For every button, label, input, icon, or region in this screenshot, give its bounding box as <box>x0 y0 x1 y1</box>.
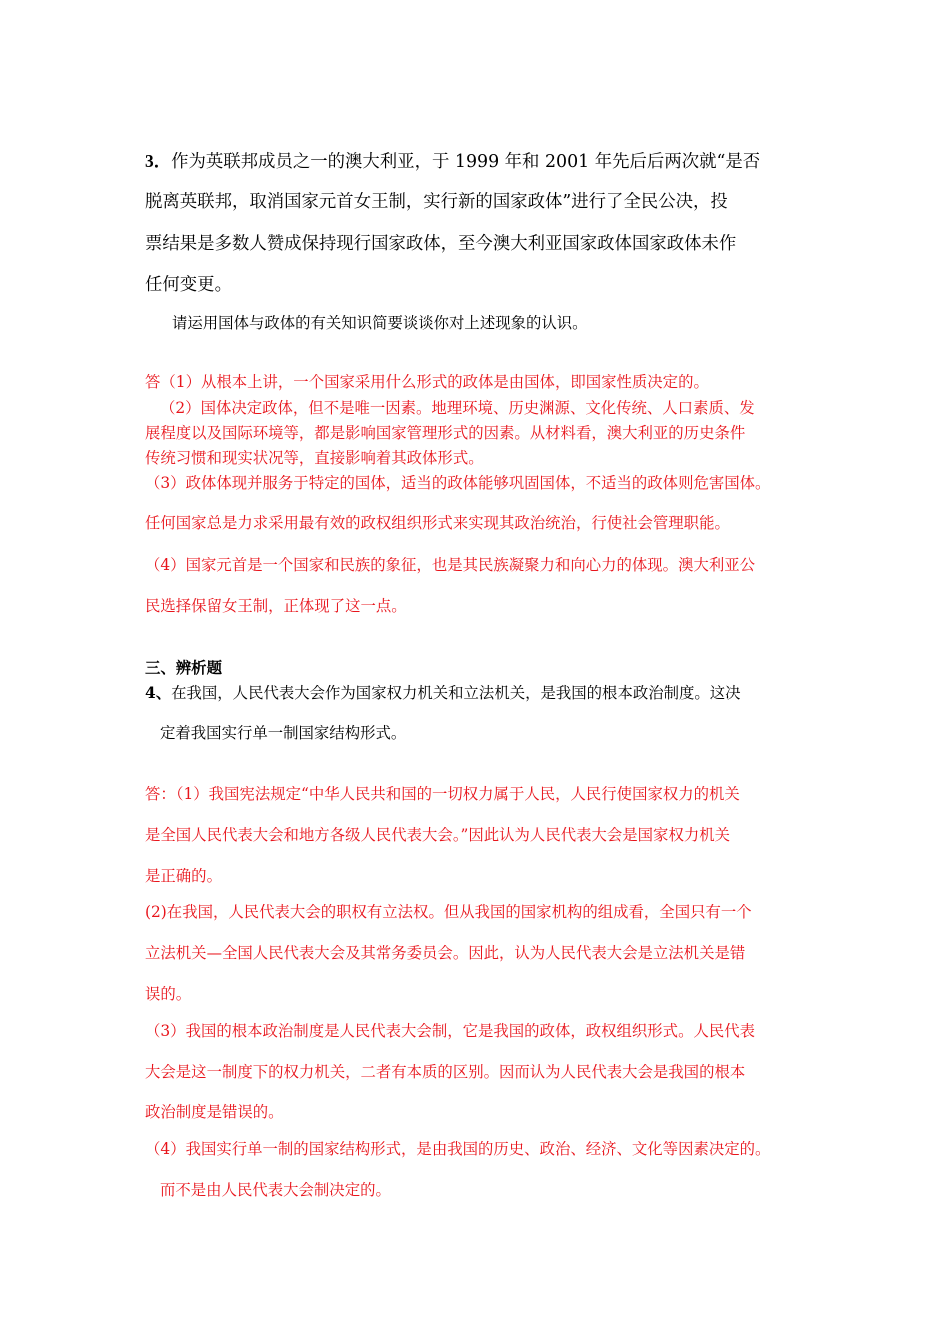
question-4-number: 4、 <box>145 684 172 702</box>
answer-4-line-4: (2)在我国，人民代表大会的职权有立法权。但从我国的国家机构的组成看，全国只有一个 <box>145 903 752 921</box>
question-3-line-2: 脱离英联邦，取消国家元首女王制，实行新的国家政体”进行了全民公决，投 <box>145 192 728 212</box>
answer-3-line-6: 任何国家总是力求采用最有效的政权组织形式来实现其政治统治，行使社会管理职能。 <box>145 514 730 532</box>
question-3-line-4: 任何变更。 <box>145 275 232 295</box>
answer-3-line-4: 传统习惯和现实状况等，直接影响着其政体形式。 <box>145 449 484 467</box>
answer-4-line-5: 立法机关—全国人民代表大会及其常务委员会。因此，认为人民代表大会是立法机关是错 <box>145 944 746 962</box>
question-4-text: 在我国，人民代表大会作为国家权力机关和立法机关，是我国的根本政治制度。这决 <box>171 684 741 702</box>
question-4-line-2: 定着我国实行单一制国家结构形式。 <box>160 724 407 742</box>
question-3-line-3: 票结果是多数人赞成保持现行国家政体，至今澳大利亚国家政体国家政体未作 <box>145 234 737 254</box>
question-4-line-1 <box>145 686 741 701</box>
question-3-prompt: 请运用国体与政体的有关知识简要谈谈你对上述现象的认识。 <box>172 314 588 332</box>
answer-3-line-7: （4）国家元首是一个国家和民族的象征，也是其民族凝聚力和向心力的体现。澳大利亚公 <box>145 556 756 574</box>
answer-3-line-3: 展程度以及国际环境等，都是影响国家管理形式的因素。从材料看，澳大利亚的历史条件 <box>145 424 746 442</box>
question-3-number: 3． <box>145 151 172 171</box>
answer-4-line-10: （4）我国实行单一制的国家结构形式，是由我国的历史、政治、经济、文化等因素决定的。 <box>145 1140 771 1158</box>
answer-3-line-8: 民选择保留女王制，正体现了这一点。 <box>145 597 407 615</box>
answer-4-line-7: （3）我国的根本政治制度是人民代表大会制，它是我国的政体，政权组织形式。人民代表 <box>145 1022 756 1040</box>
answer-4-line-3: 是正确的。 <box>145 867 222 885</box>
answer-4-line-9: 政治制度是错误的。 <box>145 1103 284 1121</box>
answer-4-line-1: 答：（1）我国宪法规定“中华人民共和国的一切权力属于人民，人民行使国家权力的机关 <box>145 785 740 803</box>
section-heading: 三、辨析题 <box>145 659 222 677</box>
question-3-line-1 <box>145 153 760 171</box>
question-3-text: 作为英联邦成员之一的澳大利亚，于 1999 年和 2001 年先后后两次就“是否 <box>171 152 761 172</box>
answer-3-line-2: （2）国体决定政体，但不是唯一因素。地理环境、历史渊源、文化传统、人口素质、发 <box>160 399 755 417</box>
answer-4-line-11: 而不是由人民代表大会制决定的。 <box>160 1181 391 1199</box>
answer-4-line-8: 大会是这一制度下的权力机关，二者有本质的区别。因而认为人民代表大会是我国的根本 <box>145 1063 746 1081</box>
answer-3-line-1: 答（1）从根本上讲，一个国家采用什么形式的政体是由国体，即国家性质决定的。 <box>145 373 709 391</box>
answer-3-line-5: （3）政体体现并服务于特定的国体，适当的政体能够巩固国体，不适当的政体则危害国体。 <box>145 474 771 492</box>
answer-4-line-6: 误的。 <box>145 985 192 1003</box>
answer-4-line-2: 是全国人民代表大会和地方各级人民代表大会。”因此认为人民代表大会是国家权力机关 <box>145 826 731 844</box>
